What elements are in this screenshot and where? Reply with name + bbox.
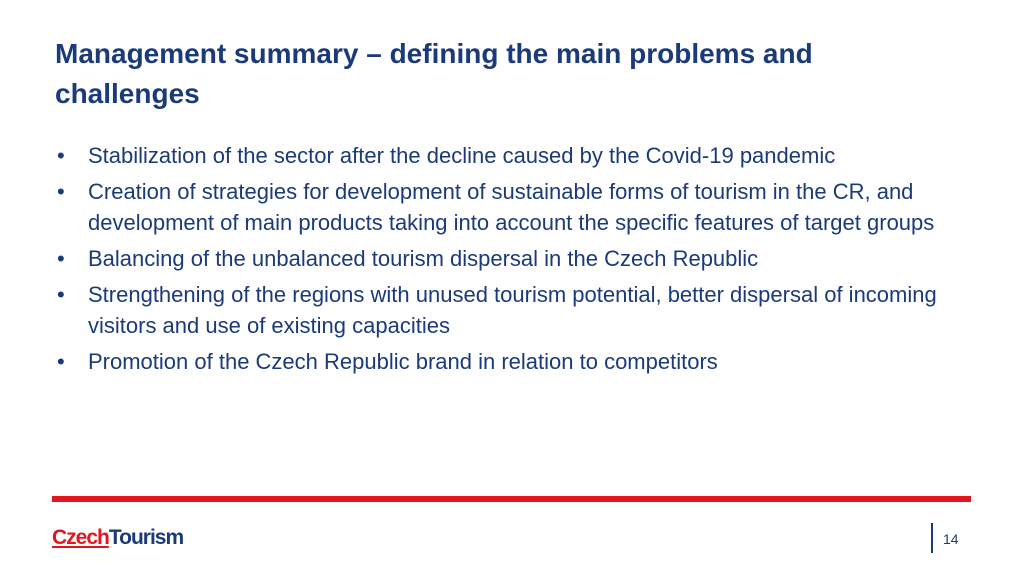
bullet-item	[55, 140, 985, 171]
bullet-icon: •	[57, 179, 65, 204]
bullet-list	[55, 140, 985, 382]
logo-czech-text: Czech	[52, 526, 109, 549]
bullet-item	[55, 279, 985, 341]
bullet-icon: •	[57, 282, 65, 307]
bullet-item	[55, 346, 985, 377]
bullet-text: Strengthening of the regions with unused tourism potential, better dispersal of incoming visitors and use of existing capacities	[88, 282, 937, 338]
bullet-text: Promotion of the Czech Republic brand in relation to competitors	[88, 349, 718, 374]
czechtourism-logo	[52, 526, 183, 550]
bullet-icon: •	[57, 143, 65, 168]
logo-tourism-text: Tourism	[108, 526, 184, 549]
slide-title: Management summary – defining the main problems and challenges	[55, 38, 813, 109]
bullet-item	[55, 176, 985, 238]
bullet-text: Creation of strategies for development of sustainable forms of tourism in the CR, and development of main products taking into account the specific features of target groups	[88, 179, 935, 235]
bullet-icon: •	[57, 349, 65, 374]
page-number: 14	[943, 531, 959, 547]
bullet-item	[55, 243, 985, 274]
page-number-divider	[931, 523, 933, 553]
bullet-text: Stabilization of the sector after the decline caused by the Covid-19 pandemic	[88, 143, 836, 168]
bullet-icon: •	[57, 246, 65, 271]
footer-divider-line	[52, 496, 971, 502]
bullet-text: Balancing of the unbalanced tourism dispersal in the Czech Republic	[88, 246, 759, 271]
